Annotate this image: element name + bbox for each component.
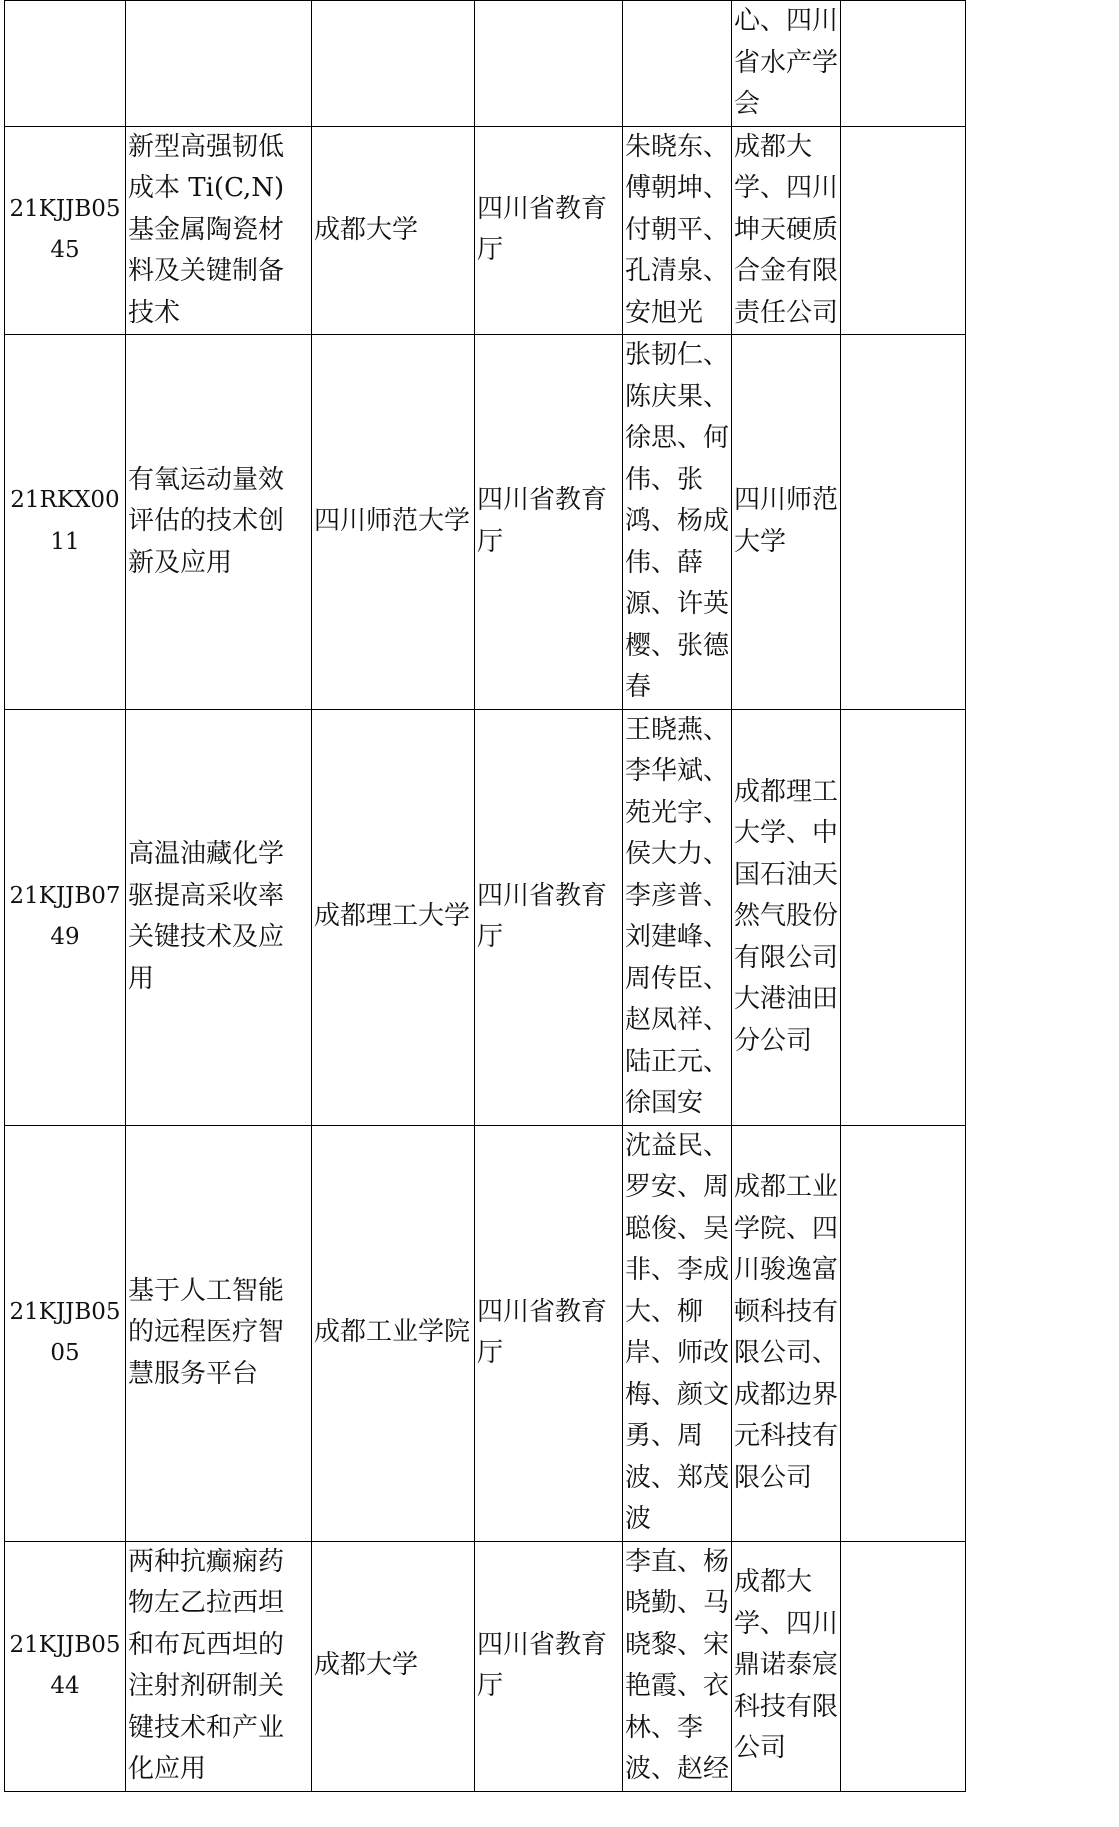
partner-line: 公司 bbox=[734, 1733, 787, 1764]
recommender-cell: 四川省教育厅 bbox=[475, 709, 623, 1125]
contributor-line: 徐国安 bbox=[625, 1088, 704, 1118]
partner-line: 然气股份 bbox=[734, 901, 839, 932]
contributors-cell bbox=[623, 1, 732, 127]
partner-line: 限公司 bbox=[734, 1462, 813, 1493]
project-code-cell: 21KJJB0749 bbox=[5, 709, 126, 1125]
contributor-line: 朱晓东、 bbox=[625, 131, 730, 162]
contributor-line: 安旭光 bbox=[625, 297, 704, 328]
partner-line: 鼎诺泰宸 bbox=[734, 1650, 839, 1681]
empty-cell bbox=[841, 709, 966, 1125]
partner-line: 责任公司 bbox=[734, 297, 839, 328]
empty-cell bbox=[841, 335, 966, 710]
partner-line: 省水产学 bbox=[734, 47, 839, 78]
contributor-line: 李直、杨 bbox=[625, 1546, 730, 1577]
project-title-cell: 新型高强韧低成本 Ti(C,N)基金属陶瓷材料及关键制备技术 bbox=[126, 126, 312, 335]
project-code-cell bbox=[5, 1, 126, 127]
empty-cell bbox=[841, 1125, 966, 1541]
partner-line: 分公司 bbox=[734, 1025, 813, 1056]
partner-units-cell bbox=[732, 1541, 841, 1791]
contributor-line: 伟、薛 bbox=[625, 547, 704, 578]
table-row bbox=[5, 709, 966, 1125]
contributor-line: 赵凤祥、 bbox=[625, 1005, 730, 1035]
contributor-line: 周传臣、 bbox=[625, 963, 730, 994]
contributor-line: 鸿、杨成 bbox=[625, 506, 730, 536]
contributor-line: 伟、张 bbox=[625, 464, 704, 495]
partner-line: 坤天硬质 bbox=[734, 214, 839, 245]
contributors-cell bbox=[623, 709, 732, 1125]
partner-line: 成都边界 bbox=[734, 1379, 839, 1410]
recommender-cell: 四川省教育厅 bbox=[475, 1541, 623, 1791]
empty-cell bbox=[841, 126, 966, 335]
recommender-cell: 四川省教育厅 bbox=[475, 1125, 623, 1541]
partner-line: 成都工业 bbox=[734, 1172, 839, 1202]
contributor-line: 春 bbox=[625, 672, 652, 702]
partner-line: 合金有限 bbox=[734, 256, 839, 286]
contributor-line: 李华斌、 bbox=[625, 756, 730, 786]
contributor-line: 波、郑茂 bbox=[625, 1462, 730, 1493]
contributor-line: 侯大力、 bbox=[625, 839, 730, 869]
partner-line: 元科技有 bbox=[734, 1421, 839, 1451]
project-code-cell: 21KJJB0544 bbox=[5, 1541, 126, 1791]
partner-line: 成都理工 bbox=[734, 776, 839, 807]
contributors-cell bbox=[623, 126, 732, 335]
project-code-cell: 21KJJB0505 bbox=[5, 1125, 126, 1541]
contributor-line: 聪俊、吴 bbox=[625, 1213, 730, 1244]
contributor-line: 樱、张德 bbox=[625, 630, 730, 661]
contributor-line: 李彦普、 bbox=[625, 880, 730, 911]
table-row bbox=[5, 1125, 966, 1541]
table-row bbox=[5, 1, 966, 127]
contributor-line: 徐思、何 bbox=[625, 423, 730, 453]
project-title-cell: 基于人工智能的远程医疗智慧服务平台 bbox=[126, 1125, 312, 1541]
recommender-cell bbox=[475, 1, 623, 127]
contributor-line: 勇、周 bbox=[625, 1421, 704, 1451]
table-row bbox=[5, 126, 966, 335]
contributor-line: 林、李 bbox=[625, 1712, 704, 1743]
contributor-line: 艳霞、衣 bbox=[625, 1671, 730, 1701]
project-title-cell: 有氧运动量效评估的技术创新及应用 bbox=[126, 335, 312, 710]
partner-line: 成都大 bbox=[734, 1567, 813, 1598]
partner-line: 心、四川 bbox=[734, 6, 839, 36]
contributor-line: 晓黎、宋 bbox=[625, 1629, 730, 1660]
contributor-line: 源、许英 bbox=[625, 589, 730, 619]
main-unit-cell bbox=[312, 1, 475, 127]
contributor-line: 波 bbox=[625, 1504, 652, 1534]
contributors-cell bbox=[623, 1125, 732, 1541]
contributor-line: 沈益民、 bbox=[625, 1130, 730, 1161]
contributor-line: 波、赵经 bbox=[625, 1754, 730, 1784]
partner-line: 四川师范 bbox=[734, 485, 839, 516]
main-unit-cell: 成都理工大学 bbox=[312, 709, 475, 1125]
partner-line: 限公司、 bbox=[734, 1338, 839, 1368]
main-unit-cell: 四川师范大学 bbox=[312, 335, 475, 710]
partner-units-cell bbox=[732, 126, 841, 335]
partner-line: 川骏逸富 bbox=[734, 1255, 839, 1285]
recommender-cell: 四川省教育厅 bbox=[475, 335, 623, 710]
partner-line: 国石油天 bbox=[734, 859, 839, 890]
partner-line: 顿科技有 bbox=[734, 1296, 839, 1327]
contributor-line: 刘建峰、 bbox=[625, 922, 730, 952]
project-title-cell bbox=[126, 1, 312, 127]
contributor-line: 苑光宇、 bbox=[625, 797, 730, 828]
partner-line: 有限公司 bbox=[734, 942, 839, 973]
partner-line: 大学 bbox=[734, 526, 787, 557]
partner-line: 成都大 bbox=[734, 131, 813, 162]
contributor-line: 张韧仁、 bbox=[625, 340, 730, 370]
contributor-line: 非、李成 bbox=[625, 1255, 730, 1285]
contributors-cell bbox=[623, 335, 732, 710]
contributor-line: 晓勤、马 bbox=[625, 1588, 730, 1618]
table-row bbox=[5, 1541, 966, 1791]
recommender-cell: 四川省教育厅 bbox=[475, 126, 623, 335]
awards-table bbox=[4, 0, 966, 1792]
partner-units-cell bbox=[732, 1125, 841, 1541]
contributor-line: 傅朝坤、 bbox=[625, 173, 730, 203]
empty-cell bbox=[841, 1541, 966, 1791]
awards-table-body bbox=[5, 1, 966, 1792]
partner-line: 学院、四 bbox=[734, 1213, 839, 1244]
contributor-line: 陈庆果、 bbox=[625, 381, 730, 412]
project-code-cell: 21KJJB0545 bbox=[5, 126, 126, 335]
contributor-line: 罗安、周 bbox=[625, 1172, 730, 1202]
main-unit-cell: 成都工业学院 bbox=[312, 1125, 475, 1541]
partner-line: 学、四川 bbox=[734, 173, 839, 203]
contributor-line: 陆正元、 bbox=[625, 1046, 730, 1077]
contributor-line: 梅、颜文 bbox=[625, 1379, 730, 1410]
partner-line: 会 bbox=[734, 89, 761, 119]
table-row bbox=[5, 335, 966, 710]
contributor-line: 王晓燕、 bbox=[625, 714, 730, 745]
main-unit-cell: 成都大学 bbox=[312, 1541, 475, 1791]
partner-units-cell bbox=[732, 709, 841, 1125]
project-title-cell: 两种抗癫痫药物左乙拉西坦和布瓦西坦的注射剂研制关键技术和产业化应用 bbox=[126, 1541, 312, 1791]
project-title-cell: 高温油藏化学驱提高采收率关键技术及应用 bbox=[126, 709, 312, 1125]
contributor-line: 岸、师改 bbox=[625, 1338, 730, 1368]
partner-line: 大学、中 bbox=[734, 818, 839, 849]
project-code-cell: 21RKX0011 bbox=[5, 335, 126, 710]
contributor-line: 大、柳 bbox=[625, 1296, 704, 1327]
partner-line: 学、四川 bbox=[734, 1608, 839, 1639]
partner-units-cell bbox=[732, 335, 841, 710]
contributor-line: 孔清泉、 bbox=[625, 256, 730, 286]
empty-cell bbox=[841, 1, 966, 127]
main-unit-cell: 成都大学 bbox=[312, 126, 475, 335]
partner-line: 大港油田 bbox=[734, 984, 839, 1015]
partner-units-cell bbox=[732, 1, 841, 127]
contributor-line: 付朝平、 bbox=[625, 214, 730, 245]
contributors-cell bbox=[623, 1541, 732, 1791]
partner-line: 科技有限 bbox=[734, 1691, 839, 1722]
